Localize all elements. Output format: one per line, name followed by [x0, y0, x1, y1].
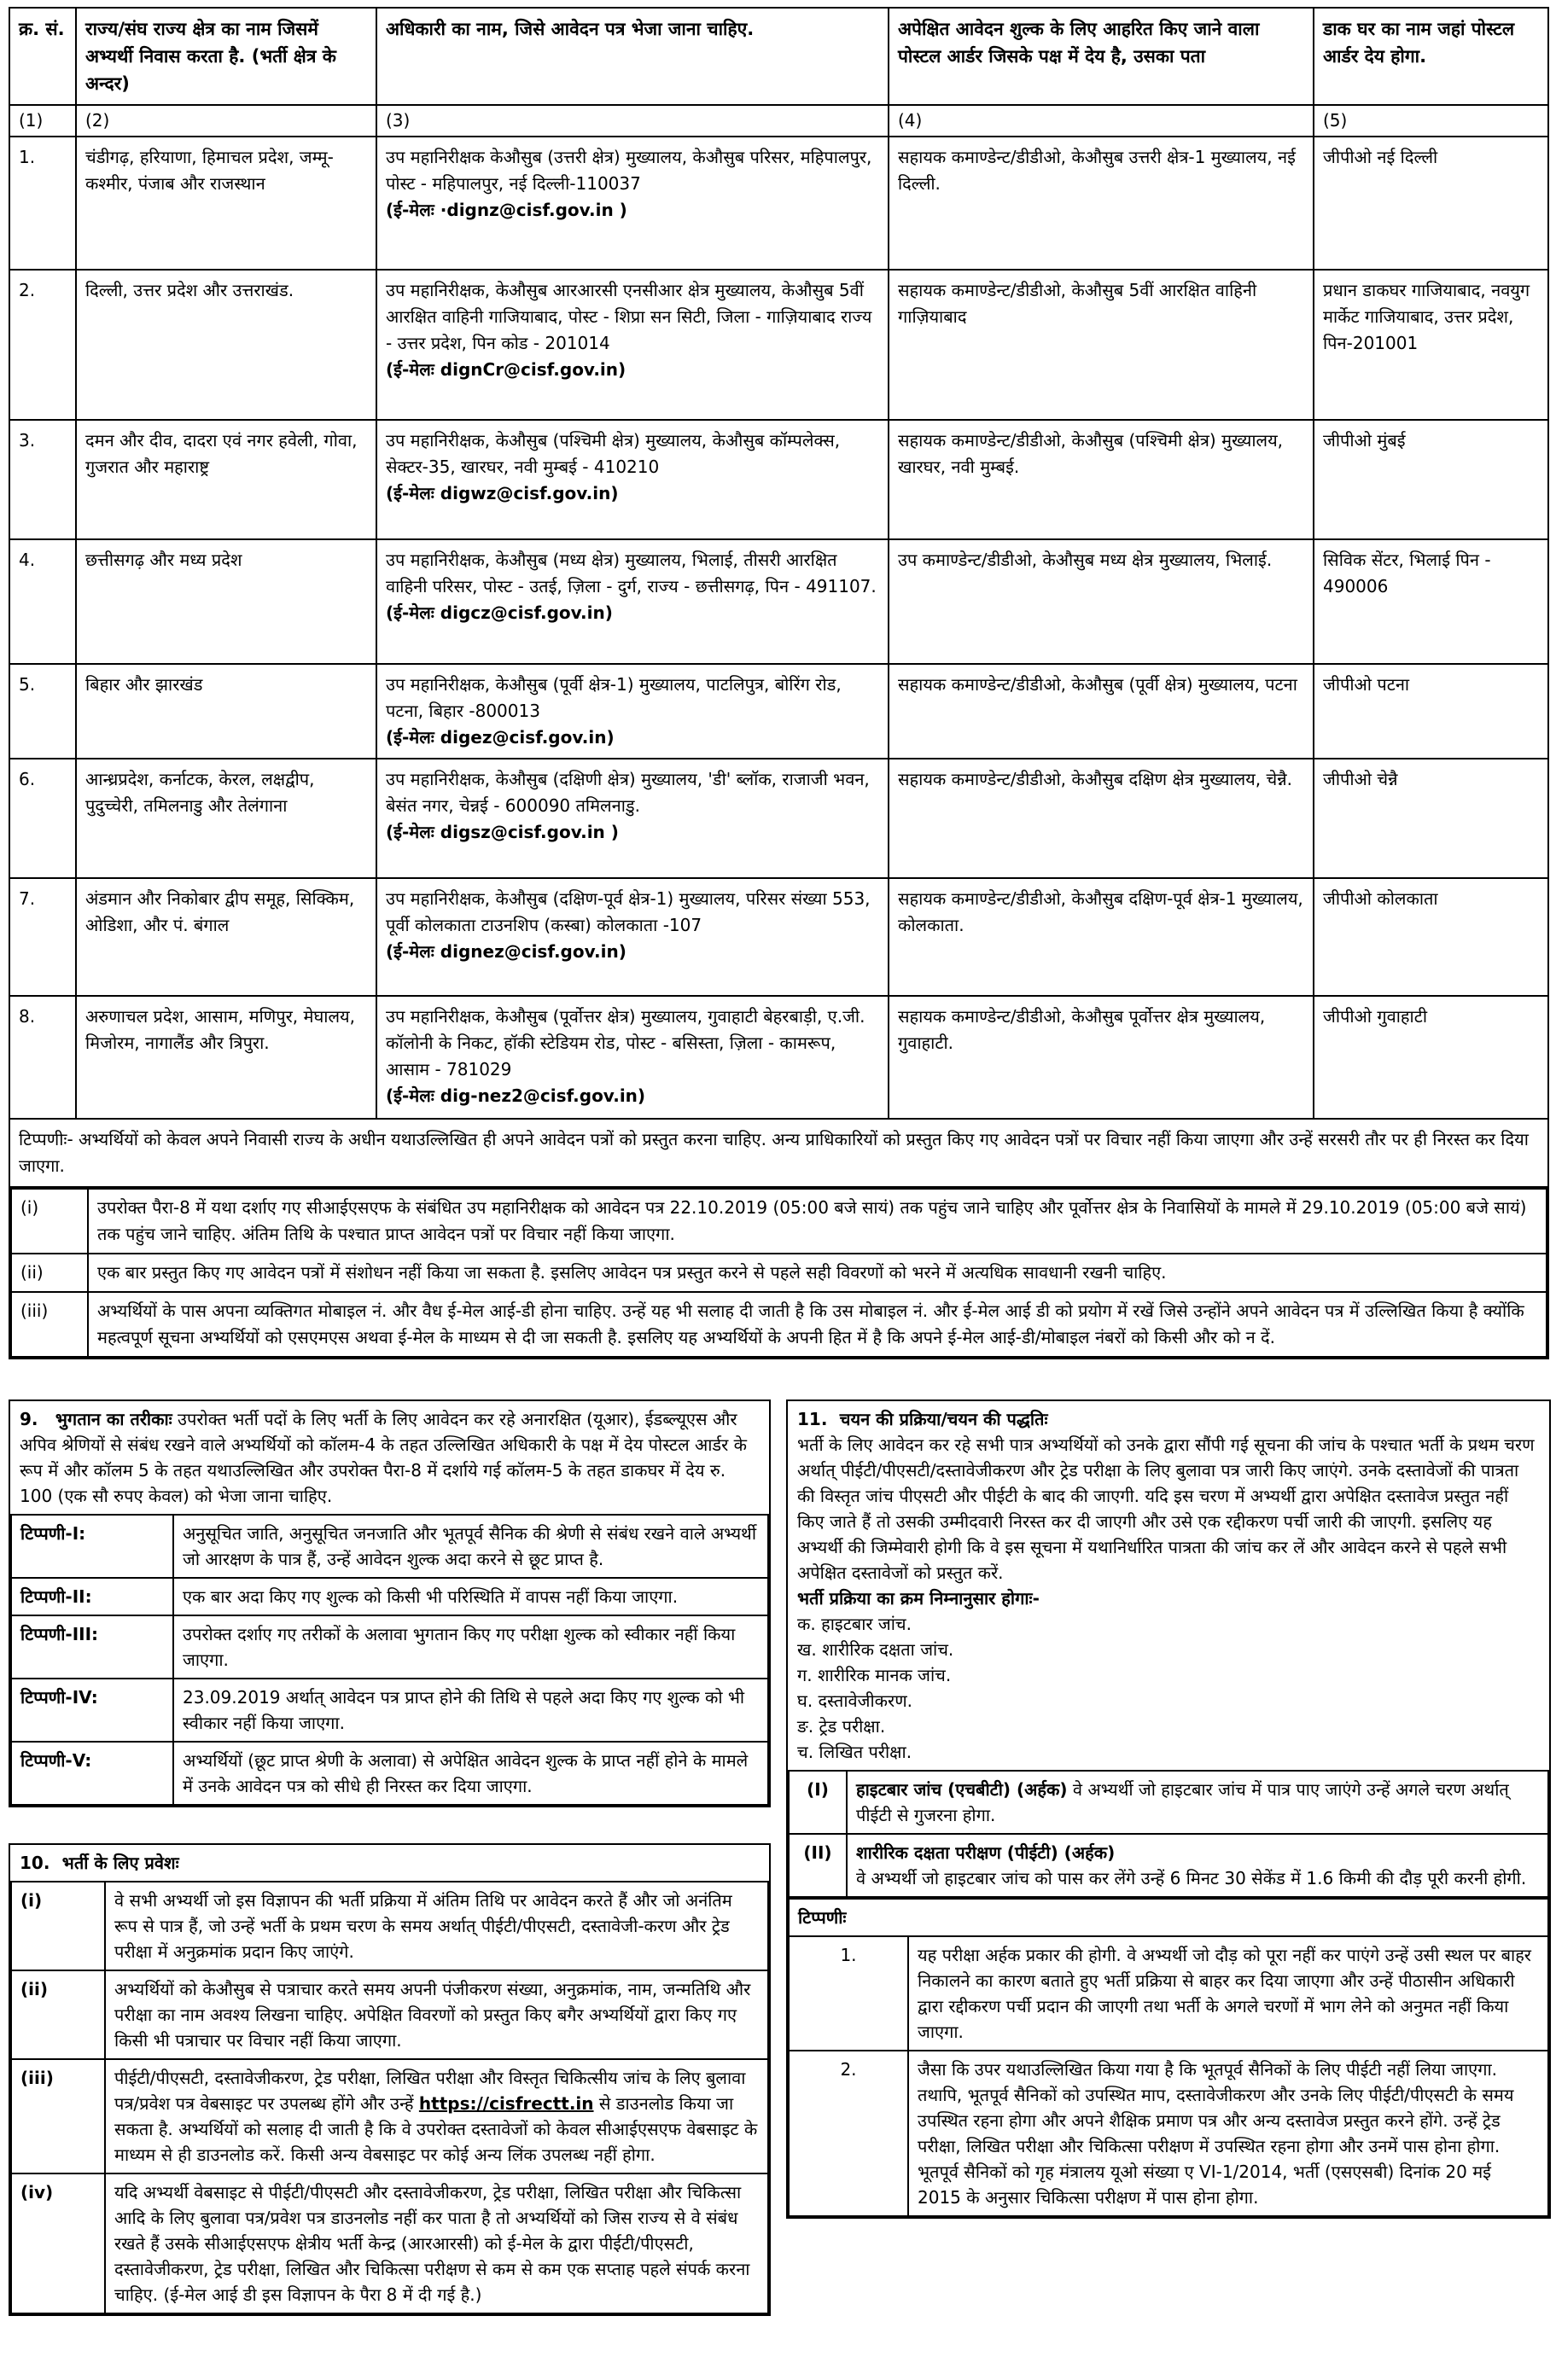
col-number: (5): [1314, 105, 1548, 137]
sub-note-label: (i): [11, 1189, 88, 1254]
item-title: हाइटबार जांच (एचबीटी) (अर्हक): [856, 1779, 1068, 1800]
row-sno: 8.: [9, 996, 76, 1119]
note-label: 1.: [789, 1936, 908, 2051]
test-item: [789, 1834, 1548, 1897]
officer-email: (ई-मेलः digez@cisf.gov.in): [386, 727, 615, 748]
officer-address: उप महानिरीक्षक, केऔसुब आरआरसी एनसीआर क्षेत्र मुख्यालय, केऔसुब 5वीं आरक्षित वाहिनी गाजियाबाद, पोस्ट - शिप्रा सन सिटी, जिला - गाज़ियाबाद राज्य - उत्तर प्रदेश, पिन कोड - 201014: [386, 280, 872, 353]
row-state: दमन और दीव, दादरा एवं नगर हवेली, गोवा, गुजरात और महाराष्ट्र: [76, 420, 376, 539]
sub-note: [11, 1254, 1547, 1292]
table-row: [9, 539, 1548, 664]
item-label: (iii): [11, 2059, 105, 2173]
item-text: यदि अभ्यर्थी वेबसाइट से पीईटी/पीएसटी और दस्तावेजीकरण, ट्रेड परीक्षा, लिखित परीक्षा और चिकित्सा आदि के लिए बुलावा पत्र/प्रवेश पत्र डाउनलोड नहीं कर पाता है तो अभ्यर्थियों को जिस राज्य से वे संबंध रखते हैं उसके सीआईएसएफ क्षेत्रीय भर्ती केन्द्र (आरआरसी) को ई-मेल के द्वारा पीईटी/पीएसटी, दस्तावेजीकरण, ट्रेड परीक्षा, लिखित और चिकित्सा परीक्षण से कम से कम एक सप्ताह पहले संपर्क करना चाहिए. (ई-मेल आई डी इस विज्ञापन के पैरा 8 में दी गई है.): [105, 2173, 768, 2313]
sub-notes-table: [10, 1188, 1547, 1358]
officer-email: (ई-मेलः digcz@cisf.gov.in): [386, 602, 613, 623]
section-number: 9.: [20, 1409, 38, 1429]
note-item: [789, 2051, 1548, 2216]
section-text: भर्ती के लिए आवेदन कर रहे सभी पात्र अभ्यर्थियों को उनके द्वारा सौंपी गई सूचना की जांच के पश्चात भर्ती के प्रथम चरण अर्थात् पीईटी/पीएसटी/दस्तावेजीकरण और ट्रेड परीक्षा के लिए बुलावा पत्र जारी किए जाएंगे. उनके दस्तावेजों की पात्रता की विस्तृत जांच पीएसटी और पीईटी के बाद की जाएगी. यदि इस चरण में अभ्यर्थी द्वारा अपेक्षित दस्तावेज प्रस्तुत नहीं किए जाते हैं तो उसकी उम्मीदवारी निरस्त कर दी जाएगी और उसे एक रद्दीकरण पर्ची जारी की जाएगी. इसलिए यह अभ्यर्थी की जिम्मेवारी होगी कि वे इस सूचना में यथानिर्धारित पात्रता की जांच कर लें और आवेदन करने से पहले सभी अपेक्षित दस्तावेजों को प्रस्तुत करें.: [797, 1434, 1535, 1583]
sub-note: [11, 1189, 1547, 1254]
item-text: वे सभी अभ्यर्थी जो इस विज्ञापन की भर्ती प्रक्रिया में अंतिम तिथि पर आवेदन करते हैं और जो अनंतिम रूप से पात्र हैं, जो उन्हें भर्ती के प्रथम चरण के समय अर्थात् पीईटी/पीएसटी, दस्तावेजी-करण और ट्रेड परीक्षा में अनुक्रमांक प्रदान किए जाएंगे.: [105, 1882, 768, 1970]
item-label: (i): [11, 1882, 105, 1970]
officer-address: उप महानिरीक्षक, केऔसुब (दक्षिणी क्षेत्र) मुख्यालय, 'डी' ब्लॉक, राजाजी भवन, बेसंत नगर, चेन्नई - 600090 तमिलनाडु.: [386, 769, 870, 816]
col-number: (2): [76, 105, 376, 137]
row-payee: सहायक कमाण्डेन्ट/डीडीओ, केऔसुब दक्षिण क्षेत्र मुख्यालय, चेन्नै.: [889, 759, 1314, 878]
item-text: [105, 2059, 768, 2173]
notes-title: टिप्पणीः: [789, 1899, 1548, 1936]
test-item: [789, 1771, 1548, 1834]
officer-email: (ई-मेलः dig-nez2@cisf.gov.in): [386, 1085, 646, 1106]
item-text-before: पीईटी/पीएसटी, दस्तावेजीकरण, ट्रेड परीक्षा, लिखित परीक्षा और विस्तृत चिकित्सीय जांच के लिए बुलावा पत्र/प्रवेश पत्र वेबसाइट पर उपलब्ध होंगे और उन्हें: [114, 2068, 746, 2114]
note-item: [11, 1679, 768, 1742]
row-post-office: सिविक सेंटर, भिलाई पिन - 490006: [1314, 539, 1548, 664]
sub-note-label: (iii): [11, 1292, 88, 1357]
officer-address: उप महानिरीक्षक केऔसुब (उत्तरी क्षेत्र) मुख्यालय, केऔसुब परिसर, महिपालपुर, पोस्ट - महिपालपुर, नई दिल्ली-110037: [386, 147, 872, 194]
order-item: ख. शारीरिक दक्षता जांच.: [797, 1639, 954, 1660]
section-text: उपरोक्त भर्ती पदों के लिए भर्ती के लिए आवेदन कर रहे अनारक्षित (यूआर), ईडब्ल्यूएस और अपिव श्रेणियों से संबंध रखने वाले अभ्यर्थियों को कॉलम-4 के तहत उल्लिखित अधिकारी के पक्ष में देय पोस्टल आर्डर के रूप में और कॉलम 5 के तहत यथाउल्लिखित और उपरोक्त पैरा-8 में दर्शाये गई कॉलम-5 के तहत डाकघर में देय रु. 100 (एक सौ रुपए केवल) को भेजा जाना चाहिए.: [20, 1409, 748, 1506]
section-10-admission: [9, 1843, 771, 2316]
row-state: अंडमान और निकोबार द्वीप समूह, सिक्किम, ओडिशा, और पं. बंगाल: [76, 878, 376, 996]
section-title: चयन की प्रक्रिया/चयन की पद्धतिः: [839, 1409, 1048, 1429]
row-sno: 4.: [9, 539, 76, 664]
item-body: [847, 1771, 1548, 1834]
header-officer: अधिकारी का नाम, जिसे आवेदन पत्र भेजा जाना चाहिए.: [376, 8, 889, 105]
col-number: (1): [9, 105, 76, 137]
officer-address: उप महानिरीक्षक, केऔसुब (मध्य क्षेत्र) मुख्यालय, भिलाई, तीसरी आरक्षित वाहिनी परिसर, पोस्ट - उतई, ज़िला - दुर्ग, राज्य - छत्तीसगढ़, पिन - 491107.: [386, 550, 877, 596]
row-sno: 6.: [9, 759, 76, 878]
order-item: घ. दस्तावेजीकरण.: [797, 1690, 913, 1711]
row-sno: 2.: [9, 270, 76, 420]
row-sno: 5.: [9, 664, 76, 759]
table-note: टिप्पणीः- अभ्यर्थियों को केवल अपने निवासी राज्य के अधीन यथाउल्लिखित ही अपने आवेदन पत्रों को प्रस्तुत करना चाहिए. अन्य प्राधिकारियों को प्रस्तुत किए गए आवेदन पत्रों पर विचार नहीं किया जाएगा और उन्हें सरसरी तौर पर ही निरस्त कर दिया जाएगा.: [9, 1119, 1548, 1187]
item-label: (I): [789, 1771, 847, 1834]
header-sno: क्र. सं.: [9, 8, 76, 105]
note-item: [11, 1615, 768, 1679]
table-row: [9, 996, 1548, 1119]
row-state: छत्तीसगढ़ और मध्य प्रदेश: [76, 539, 376, 664]
row-post-office: जीपीओ गुवाहाटी: [1314, 996, 1548, 1119]
officer-email: (ई-मेलः dignez@cisf.gov.in): [386, 941, 626, 962]
column-number-row: [9, 105, 1548, 137]
row-post-office: जीपीओ चेन्नै: [1314, 759, 1548, 878]
item-title: शारीरिक दक्षता परीक्षण (पीईटी) (अर्हक): [856, 1842, 1116, 1863]
item-label: (iv): [11, 2173, 105, 2313]
row-post-office: जीपीओ नई दिल्ली: [1314, 137, 1548, 270]
rrc-address-table: [9, 7, 1549, 1359]
section-9-payment: [9, 1399, 771, 1807]
order-item: ङ. ट्रेड परीक्षा.: [797, 1716, 886, 1737]
col-number: (3): [376, 105, 889, 137]
row-state: अरुणाचल प्रदेश, आसाम, मणिपुर, मेघालय, मिजोरम, नागालैंड और त्रिपुरा.: [76, 996, 376, 1119]
item-body: [847, 1834, 1548, 1897]
sub-note-text: उपरोक्त पैरा-8 में यथा दर्शाए गए सीआईएसएफ के संबंधित उप महानिरीक्षक को आवेदन पत्र 22.10.2019 (05:00 बजे सायं) तक पहुंच जाने चाहिए और पूर्वोत्तर क्षेत्र के निवासियों के मामले में 29.10.2019 (05:00 बजे सायं) तक पहुंच जाने चाहिए. अंतिम तिथि के पश्चात प्राप्त आवेदन पत्रों पर विचार नहीं किया जाएगा.: [88, 1189, 1547, 1254]
table-row: [9, 759, 1548, 878]
table-row: [9, 137, 1548, 270]
row-state: बिहार और झारखंड: [76, 664, 376, 759]
sub-note-text: एक बार प्रस्तुत किए गए आवेदन पत्रों में संशोधन नहीं किया जा सकता है. इसलिए आवेदन पत्र प्रस्तुत करने से पहले सही विवरणों को भरने में अत्यधिक सावधानी रखनी चाहिए.: [88, 1254, 1547, 1292]
sub-note-text: अभ्यर्थियों के पास अपना व्यक्तिगत मोबाइल नं. और वैध ई-मेल आई-डी होना चाहिए. उन्हें यह भी सलाह दी जाती है कि उस मोबाइल नं. और ई-मेल आई डी को प्रयोग में रखें जिसे उन्होंने अपने आवेदन पत्र में उल्लिखित किया है क्योंकि महत्वपूर्ण सूचना अभ्यर्थियों को एसएमएस अथवा ई-मेल के माध्यम से दी जा सकती है. इसलिए यह अभ्यर्थियों के अपनी हित में है कि अपने ई-मेल आई-डी/मोबाइल नंबरों को किसी और को न दें.: [88, 1292, 1547, 1357]
note-item: [789, 1936, 1548, 2051]
admission-item: [11, 1970, 768, 2059]
table-row: [9, 270, 1548, 420]
note-label: टिप्पणी-III:: [11, 1615, 173, 1679]
row-payee: उप कमाण्डेन्ट/डीडीओ, केऔसुब मध्य क्षेत्र मुख्यालय, भिलाई.: [889, 539, 1314, 664]
row-officer: [376, 664, 889, 759]
note-label: टिप्पणी-IV:: [11, 1679, 173, 1742]
note-text: यह परीक्षा अर्हक प्रकार की होगी. वे अभ्यर्थी जो दौड़ को पूरा नहीं कर पाएंगे उन्हें उसी स्थल पर बाहर निकालने का कारण बताते हुए भर्ती प्रक्रिया से बाहर कर दिया जाएगा और उन्हें पीठासीन अधिकारी द्वारा रद्दीकरण पर्ची प्रदान की जाएगी तथा भर्ती के अगले चरणों में भाग लेने को अनुमत नहीं किया जाएगा.: [908, 1936, 1548, 2051]
row-post-office: प्रधान डाकघर गाजियाबाद, नवयुग मार्केट गाजियाबाद, उत्तर प्रदेश, पिन-201001: [1314, 270, 1548, 420]
order-item: च. लिखित परीक्षा.: [797, 1742, 912, 1762]
sub-notes-row: [9, 1187, 1548, 1359]
table-row: [9, 664, 1548, 759]
header-state: राज्य/संघ राज्य क्षेत्र का नाम जिसमें अभ्यर्थी निवास करता है. (भर्ती क्षेत्र के अन्दर): [76, 8, 376, 105]
order-item: ग. शारीरिक मानक जांच.: [797, 1665, 952, 1685]
row-sno: 7.: [9, 878, 76, 996]
row-payee: सहायक कमाण्डेन्ट/डीडीओ, केऔसुब पूर्वोत्तर क्षेत्र मुख्यालय, गुवाहाटी.: [889, 996, 1314, 1119]
admission-item: [11, 2173, 768, 2313]
row-payee: सहायक कमाण्डेन्ट/डीडीओ, केऔसुब दक्षिण-पूर्व क्षेत्र-1 मुख्यालय, कोलकाता.: [889, 878, 1314, 996]
col-number: (4): [889, 105, 1314, 137]
table-row: [9, 878, 1548, 996]
officer-email: (ई-मेलः digsz@cisf.gov.in ): [386, 822, 619, 842]
row-sno: 1.: [9, 137, 76, 270]
officer-address: उप महानिरीक्षक, केऔसुब (पूर्वी क्षेत्र-1) मुख्यालय, पाटलिपुत्र, बोरिंग रोड, पटना, बिहार -800013: [386, 674, 842, 721]
officer-email: (ई-मेलः ·dignz@cisf.gov.in ): [386, 200, 627, 220]
row-officer: [376, 420, 889, 539]
table-header-row: [9, 8, 1548, 105]
section-title: भर्ती के लिए प्रवेशः: [61, 1853, 179, 1873]
admission-item: [11, 2059, 768, 2173]
note-text: अभ्यर्थियों (छूट प्राप्त श्रेणी के अलावा) से अपेक्षित आवेदन शुल्क के प्राप्त नहीं होने के मामले में उनके आवेदन पत्र को सीधे ही निरस्त कर दिया जाएगा.: [173, 1742, 768, 1805]
row-state: आन्ध्रप्रदेश, कर्नाटक, केरल, लक्षद्वीप, पुदुच्चेरी, तमिलनाडु और तेलंगाना: [76, 759, 376, 878]
officer-address: उप महानिरीक्षक, केऔसुब (दक्षिण-पूर्व क्षेत्र-1) मुख्यालय, परिसर संख्या 553, पूर्वी कोलकाता टाउनशिप (कस्बा) कोलकाता -107: [386, 888, 871, 935]
row-officer: [376, 539, 889, 664]
row-state: दिल्ली, उत्तर प्रदेश और उत्तराखंड.: [76, 270, 376, 420]
table-note-row: [9, 1119, 1548, 1187]
item-text: वे अभ्यर्थी जो हाइटबार जांच में पात्र पाए जाएंगे उन्हें अगले चरण अर्थात् पीईटी से गुजरना होगा.: [856, 1779, 1509, 1825]
item-label: (ii): [11, 1970, 105, 2059]
document-page: [9, 7, 1547, 1359]
order-title: भर्ती प्रक्रिया का क्रम निम्नानुसार होगाः-: [797, 1588, 1040, 1609]
officer-address: उप महानिरीक्षक, केऔसुब (पश्चिमी क्षेत्र) मुख्यालय, केऔसुब कॉम्पलेक्स, सेक्टर-35, खारघर, नवी मुम्बई - 410210: [386, 430, 841, 477]
note-text: अनुसूचित जाति, अनुसूचित जनजाति और भूतपूर्व सैनिक की श्रेणी से संबंध रखने वाले अभ्यर्थी जो आरक्षण के पात्र हैं, उन्हें आवेदन शुल्क अदा करने से छूट प्राप्त है.: [173, 1515, 768, 1578]
row-officer: [376, 270, 889, 420]
note-item: [11, 1578, 768, 1615]
row-payee: सहायक कमाण्डेन्ट/डीडीओ, केऔसुब (पश्चिमी क्षेत्र) मुख्यालय, खारघर, नवी मुम्बई.: [889, 420, 1314, 539]
officer-email: (ई-मेलः digwz@cisf.gov.in): [386, 483, 619, 503]
row-sno: 3.: [9, 420, 76, 539]
row-post-office: जीपीओ मुंबई: [1314, 420, 1548, 539]
section-11-intro: [789, 1401, 1548, 1771]
section-number: 10.: [20, 1853, 50, 1873]
row-payee: सहायक कमाण्डेन्ट/डीडीओ, केऔसुब (पूर्वी क्षेत्र) मुख्यालय, पटना: [889, 664, 1314, 759]
note-text: एक बार अदा किए गए शुल्क को किसी भी परिस्थिति में वापस नहीं किया जाएगा.: [173, 1578, 768, 1615]
item-text: वे अभ्यर्थी जो हाइटबार जांच को पास कर लेंगे उन्हें 6 मिनट 30 सेकेंड में 1.6 किमी की दौड़ पूरी करनी होगी.: [856, 1868, 1527, 1888]
row-post-office: जीपीओ पटना: [1314, 664, 1548, 759]
header-payee: अपेक्षित आवेदन शुल्क के लिए आहरित किए जाने वाला पोस्टल आर्डर जिसके पक्ष में देय है, उसका पता: [889, 8, 1314, 105]
row-post-office: जीपीओ कोलकाता: [1314, 878, 1548, 996]
section-10-heading: [11, 1845, 768, 1882]
note-label: 2.: [789, 2051, 908, 2216]
note-item: [11, 1742, 768, 1805]
section-number: 11.: [797, 1409, 828, 1429]
row-officer: [376, 996, 889, 1119]
item-label: (II): [789, 1834, 847, 1897]
note-text: 23.09.2019 अर्थात् आवेदन पत्र प्राप्त होने की तिथि से पहले अदा किए गए शुल्क को भी स्वीकार नहीं किया जाएगा.: [173, 1679, 768, 1742]
section-title: भुगतान का तरीकाः: [55, 1409, 172, 1429]
note-text: उपरोक्त दर्शाए गए तरीकों के अलावा भुगतान किए गए परीक्षा शुल्क को स्वीकार नहीं किया जाएगा.: [173, 1615, 768, 1679]
item-text: अभ्यर्थियों को केऔसुब से पत्राचार करते समय अपनी पंजीकरण संख्या, अनुक्रमांक, नाम, जन्मतिथि और परीक्षा का नाम अवश्य लिखना चाहिए. अपेक्षित विवरणों को प्रस्तुत किए बगैर अभ्यर्थियों द्वारा किए गए किसी भी पत्राचार पर विचार नहीं किया जाएगा.: [105, 1970, 768, 2059]
row-state: चंडीगढ़, हरियाणा, हिमाचल प्रदेश, जम्मू-कश्मीर, पंजाब और राजस्थान: [76, 137, 376, 270]
cisf-website-link[interactable]: https://cisfrectt.in: [418, 2093, 594, 2114]
note-label: टिप्पणी-II:: [11, 1578, 173, 1615]
section-11-selection: [786, 1399, 1551, 2219]
row-payee: सहायक कमाण्डेन्ट/डीडीओ, केऔसुब उत्तरी क्षेत्र-1 मुख्यालय, नई दिल्ली.: [889, 137, 1314, 270]
note-label: टिप्पणी-I:: [11, 1515, 173, 1578]
note-label: टिप्पणी-V:: [11, 1742, 173, 1805]
row-officer: [376, 137, 889, 270]
sub-note: [11, 1292, 1547, 1357]
note-item: [11, 1515, 768, 1578]
item-text-after: से डाउनलोड किया जा सकता है. अभ्यर्थियों को सलाह दी जाती है कि वे उपरोक्त दस्तावेजों को केवल सीआईएसएफ वेबसाइट के माध्यम से ही डाउनलोड करें. किसी अन्य वेबसाइट पर कोई अन्य लिंक उपलब्ध नहीं होगा.: [114, 2093, 758, 2165]
header-post-office: डाक घर का नाम जहां पोस्टल आर्डर देय होगा.: [1314, 8, 1548, 105]
sub-notes-cell: [9, 1187, 1548, 1359]
note-text: जैसा कि उपर यथाउल्लिखित किया गया है कि भूतपूर्व सैनिकों के लिए पीईटी नहीं लिया जाएगा. तथापि, भूतपूर्व सैनिकों को उपस्थित माप, दस्तावेजीकरण और उनके लिए पीईटी/पीएसटी के समय उपस्थित रहना होगा और अपने शैक्षिक प्रमाण पत्र और अन्य दस्तावेज प्रस्तुत करने होंगे. उन्हें ट्रेड परीक्षा, लिखित परीक्षा और चिकित्सा परीक्षण में उपस्थित रहना होगा और उनमें पास होना होगा. भूतपूर्व सैनिकों को गृह मंत्रालय यूओ संख्या ए VI-1/2014, भर्ती (एसएसबी) दिनांक 20 मई 2015 के अनुसार चिकित्सा परीक्षण में पास होना होगा.: [908, 2051, 1548, 2216]
row-payee: सहायक कमाण्डेन्ट/डीडीओ, केऔसुब 5वीं आरक्षित वाहिनी गाज़ियाबाद: [889, 270, 1314, 420]
sub-note-label: (ii): [11, 1254, 88, 1292]
section-9-intro: [11, 1401, 768, 1515]
row-officer: [376, 759, 889, 878]
officer-email: (ई-मेलः dignCr@cisf.gov.in): [386, 359, 626, 380]
order-item: क. हाइटबार जांच.: [797, 1614, 912, 1634]
table-row: [9, 420, 1548, 539]
admission-item: [11, 1882, 768, 1970]
row-officer: [376, 878, 889, 996]
officer-address: उप महानिरीक्षक, केऔसुब (पूर्वोत्तर क्षेत्र) मुख्यालय, गुवाहाटी बेहरबाड़ी, ए.जी. कॉलोनी के निकट, हॉकी स्टेडियम रोड, पोस्ट - बसिस्ता, ज़िला - कामरूप, आसाम - 781029: [386, 1006, 865, 1079]
